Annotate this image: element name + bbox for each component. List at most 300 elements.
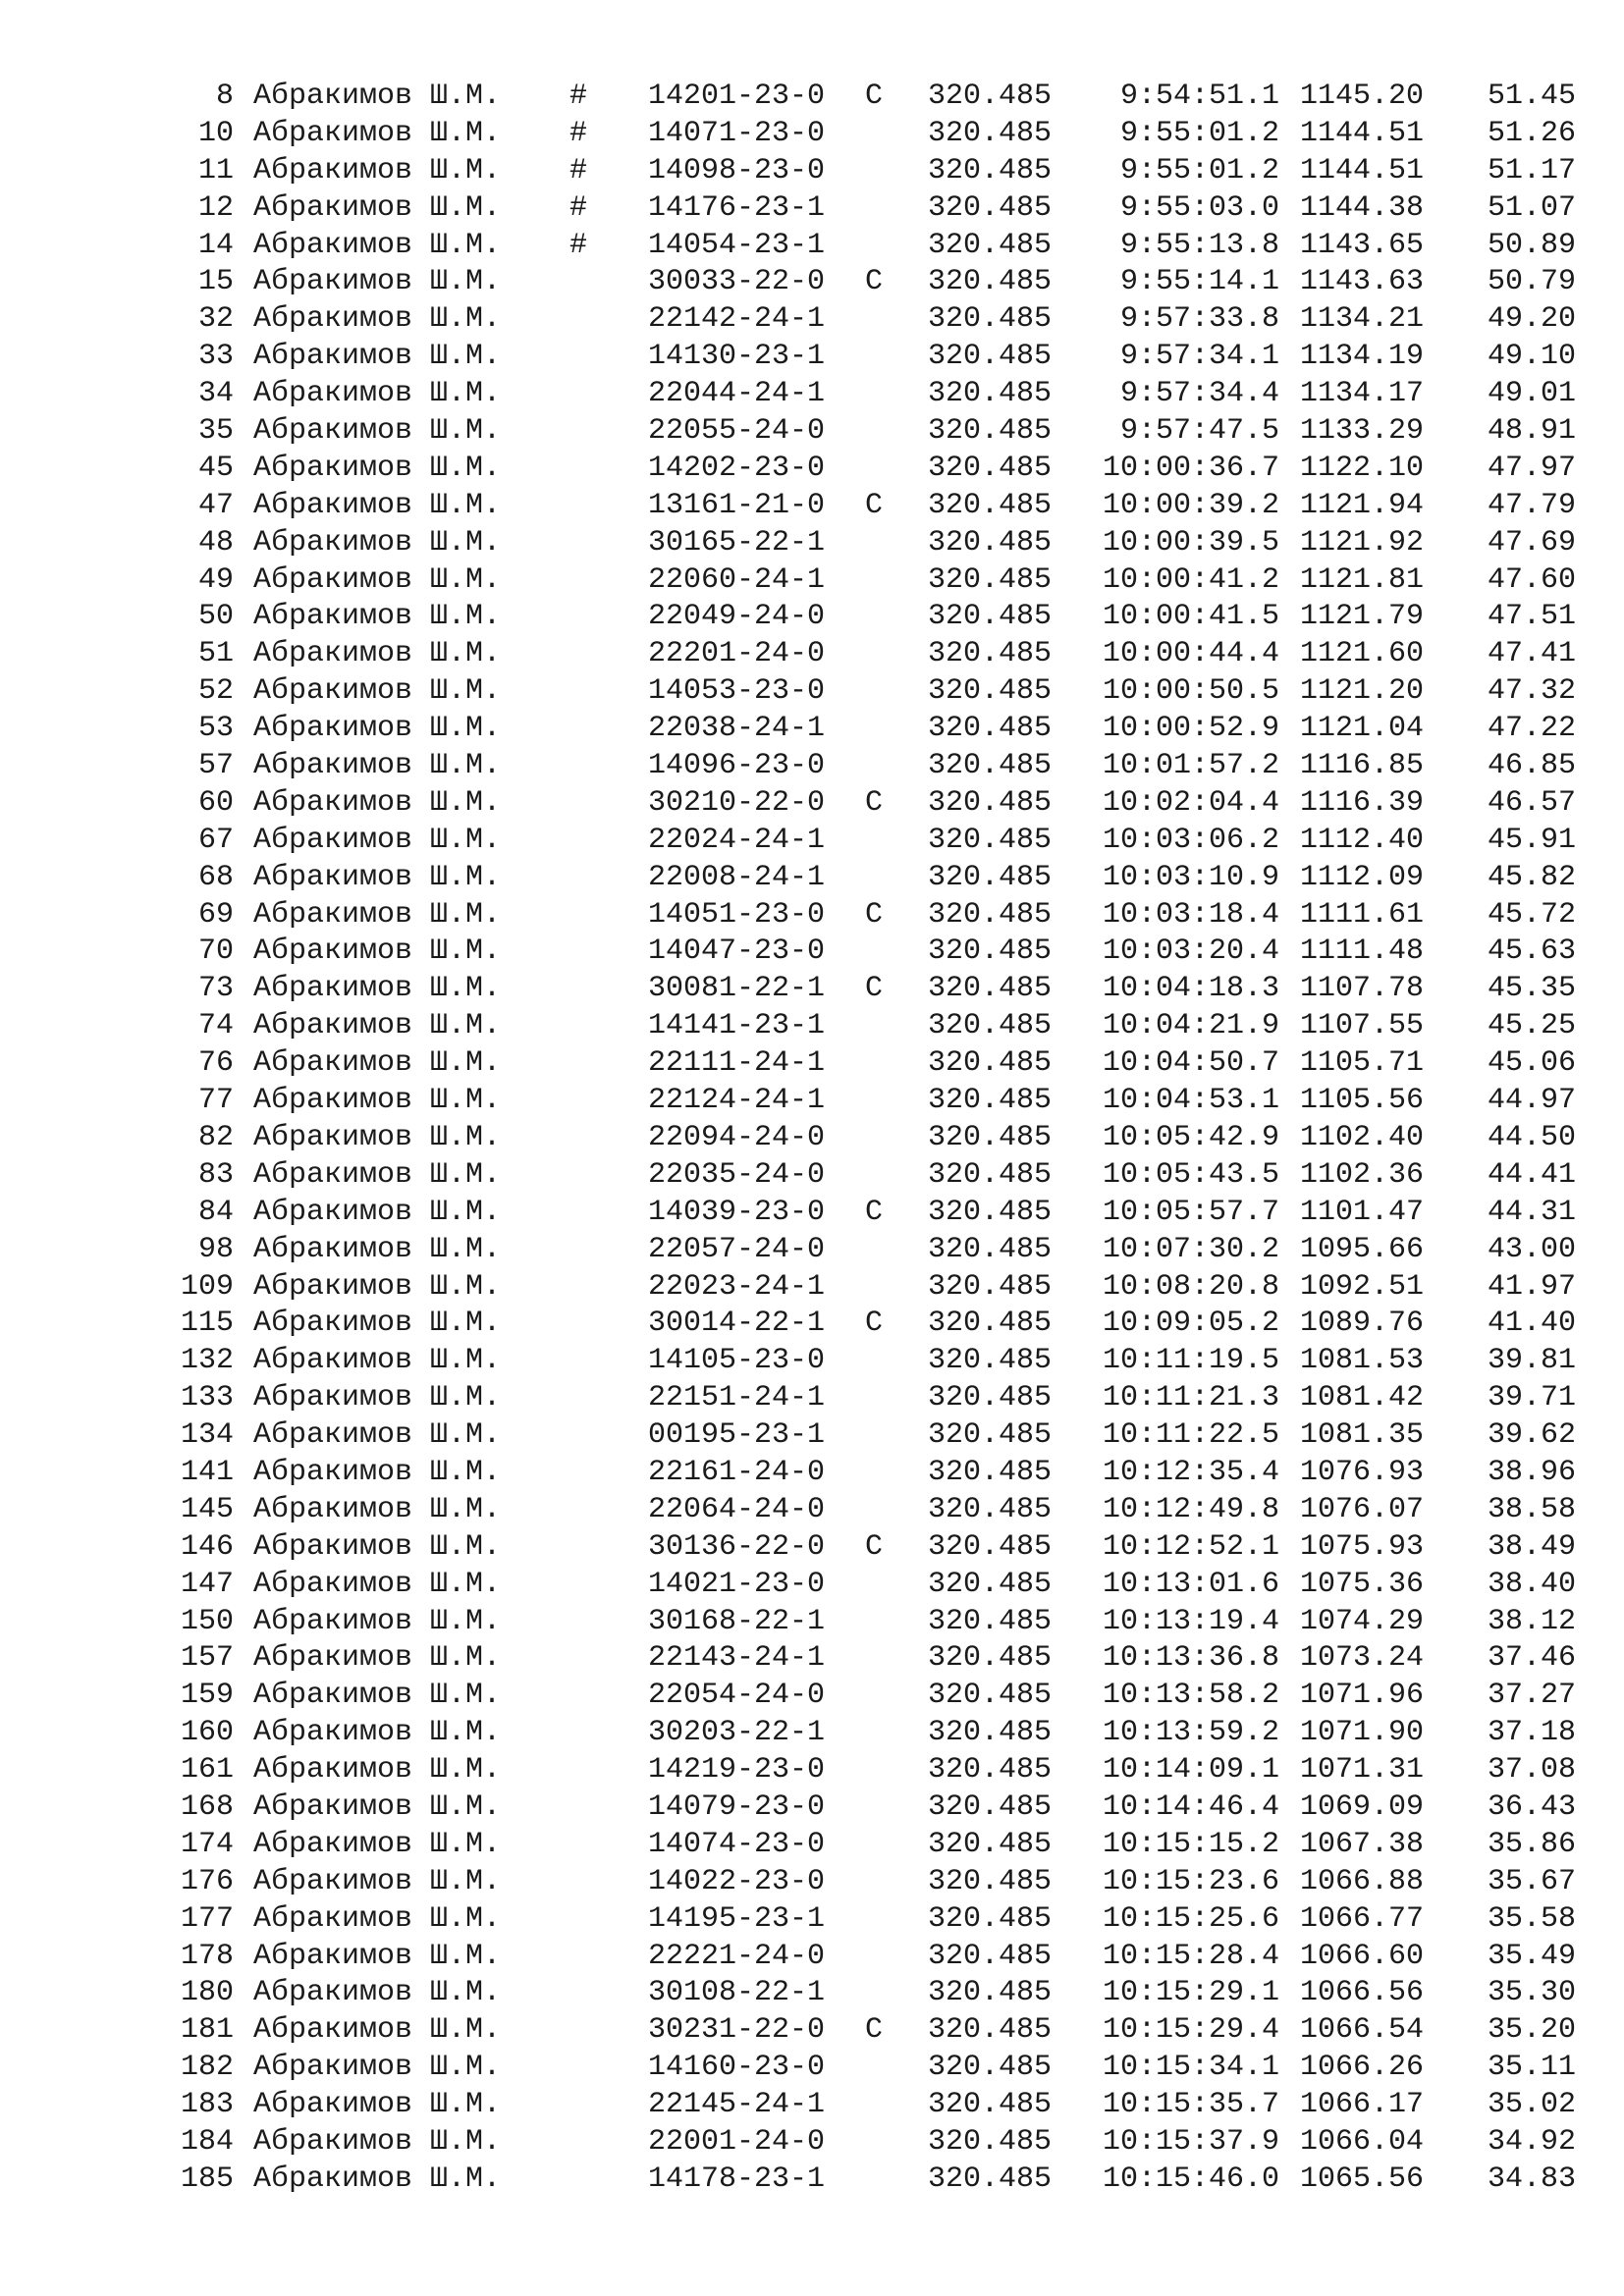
distance: 320.485 (928, 1269, 1053, 1304)
place-number: 68 (197, 860, 234, 894)
place-number: 168 (180, 1789, 234, 1824)
points: 47.51 (1487, 600, 1576, 634)
place-number: 57 (197, 749, 234, 783)
arrival-time: 10:05:57.7 (1102, 1195, 1279, 1229)
points: 37.27 (1487, 1679, 1576, 1713)
arrival-time: 10:00:50.5 (1102, 674, 1279, 709)
speed: 1102.36 (1300, 1157, 1425, 1192)
place-number: 109 (180, 1269, 234, 1304)
speed: 1107.78 (1300, 972, 1425, 1006)
points: 35.49 (1487, 1939, 1576, 1973)
participant-name: Абракимов Ш.М. (253, 1529, 502, 1564)
table-row (0, 1306, 1624, 1343)
place-number: 146 (180, 1529, 234, 1564)
points: 45.63 (1487, 934, 1576, 969)
speed: 1071.96 (1300, 1679, 1425, 1713)
speed: 1066.60 (1300, 1939, 1425, 1973)
points: 46.85 (1487, 749, 1576, 783)
ring-id: 14201-23-0 (648, 80, 826, 113)
points: 49.10 (1487, 340, 1576, 374)
place-number: 184 (180, 2124, 234, 2159)
place-number: 161 (180, 1753, 234, 1788)
table-row (0, 1195, 1624, 1232)
arrival-time: 10:04:21.9 (1102, 1009, 1279, 1043)
place-number: 157 (180, 1641, 234, 1676)
ring-id: 14219-23-0 (648, 1753, 826, 1788)
arrival-time: 9:57:47.5 (1119, 414, 1279, 449)
table-row (0, 971, 1624, 1008)
arrival-time: 10:14:46.4 (1102, 1789, 1279, 1824)
speed: 1101.47 (1300, 1195, 1425, 1229)
speed: 1076.07 (1300, 1492, 1425, 1526)
arrival-time: 10:15:15.2 (1102, 1827, 1279, 1861)
c-flag: C (865, 265, 884, 299)
arrival-time: 10:00:44.4 (1102, 637, 1279, 671)
points: 39.81 (1487, 1344, 1576, 1378)
place-number: 160 (180, 1716, 234, 1750)
points: 47.97 (1487, 451, 1576, 485)
arrival-time: 10:13:01.6 (1102, 1567, 1279, 1601)
participant-name: Абракимов Ш.М. (253, 525, 502, 560)
speed: 1121.92 (1300, 525, 1425, 560)
speed: 1066.54 (1300, 2013, 1425, 2048)
table-row (0, 1901, 1624, 1939)
place-number: 145 (180, 1492, 234, 1526)
table-row (0, 1455, 1624, 1492)
distance: 320.485 (928, 525, 1053, 560)
speed: 1066.04 (1300, 2124, 1425, 2159)
table-row (0, 153, 1624, 190)
distance: 320.485 (928, 897, 1053, 932)
speed: 1066.17 (1300, 2088, 1425, 2122)
speed: 1145.20 (1300, 80, 1425, 113)
speed: 1071.90 (1300, 1716, 1425, 1750)
distance: 320.485 (928, 1939, 1053, 1973)
participant-name: Абракимов Ш.М. (253, 340, 502, 374)
ring-id: 22094-24-0 (648, 1120, 826, 1154)
place-number: 133 (180, 1381, 234, 1415)
participant-name: Абракимов Ш.М. (253, 1195, 502, 1229)
place-number: 177 (180, 1901, 234, 1936)
table-row (0, 79, 1624, 116)
ring-id: 14051-23-0 (648, 897, 826, 932)
speed: 1112.40 (1300, 823, 1425, 857)
table-row (0, 1157, 1624, 1195)
speed: 1143.65 (1300, 228, 1425, 262)
speed: 1066.77 (1300, 1901, 1425, 1936)
ring-id: 14098-23-0 (648, 153, 826, 187)
table-row (0, 1269, 1624, 1307)
distance: 320.485 (928, 1827, 1053, 1861)
speed: 1067.38 (1300, 1827, 1425, 1861)
distance: 320.485 (928, 1418, 1053, 1453)
arrival-time: 10:05:42.9 (1102, 1120, 1279, 1154)
ring-id: 14021-23-0 (648, 1567, 826, 1601)
points: 47.32 (1487, 674, 1576, 709)
place-number: 182 (180, 2051, 234, 2085)
arrival-time: 10:03:10.9 (1102, 860, 1279, 894)
arrival-time: 10:11:21.3 (1102, 1381, 1279, 1415)
arrival-time: 10:03:18.4 (1102, 897, 1279, 932)
distance: 320.485 (928, 934, 1053, 969)
distance: 320.485 (928, 340, 1053, 374)
points: 51.07 (1487, 190, 1576, 225)
distance: 320.485 (928, 1120, 1053, 1154)
place-number: 48 (197, 525, 234, 560)
arrival-time: 10:02:04.4 (1102, 785, 1279, 820)
place-number: 12 (197, 190, 234, 225)
participant-name: Абракимов Ш.М. (253, 488, 502, 522)
participant-name: Абракимов Ш.М. (253, 265, 502, 299)
speed: 1081.53 (1300, 1344, 1425, 1378)
distance: 320.485 (928, 1716, 1053, 1750)
arrival-time: 10:14:09.1 (1102, 1753, 1279, 1788)
place-number: 132 (180, 1344, 234, 1378)
place-number: 14 (197, 228, 234, 262)
ring-id: 14195-23-1 (648, 1901, 826, 1936)
points: 39.71 (1487, 1381, 1576, 1415)
speed: 1121.79 (1300, 600, 1425, 634)
points: 41.97 (1487, 1269, 1576, 1304)
place-number: 67 (197, 823, 234, 857)
place-number: 69 (197, 897, 234, 932)
distance: 320.485 (928, 1232, 1053, 1266)
ring-id: 22142-24-1 (648, 302, 826, 337)
participant-name: Абракимов Ш.М. (253, 2088, 502, 2122)
participant-name: Абракимов Ш.М. (253, 1046, 502, 1081)
arrival-time: 9:55:01.2 (1119, 116, 1279, 150)
arrival-time: 10:00:39.2 (1102, 488, 1279, 522)
distance: 320.485 (928, 1455, 1053, 1489)
place-number: 70 (197, 934, 234, 969)
place-number: 32 (197, 302, 234, 337)
table-row (0, 116, 1624, 153)
participant-name: Абракимов Ш.М. (253, 228, 502, 262)
place-number: 115 (180, 1307, 234, 1341)
distance: 320.485 (928, 1567, 1053, 1601)
distance: 320.485 (928, 1901, 1053, 1936)
c-flag: C (865, 1529, 884, 1564)
arrival-time: 10:12:35.4 (1102, 1455, 1279, 1489)
distance: 320.485 (928, 1864, 1053, 1898)
ring-id: 22124-24-1 (648, 1084, 826, 1118)
speed: 1143.63 (1300, 265, 1425, 299)
table-row (0, 2124, 1624, 2162)
participant-name: Абракимов Ш.М. (253, 1232, 502, 1266)
distance: 320.485 (928, 2088, 1053, 2122)
participant-name: Абракимов Ш.М. (253, 1084, 502, 1118)
place-number: 50 (197, 600, 234, 634)
ring-id: 22151-24-1 (648, 1381, 826, 1415)
distance: 320.485 (928, 860, 1053, 894)
place-number: 183 (180, 2088, 234, 2122)
place-number: 150 (180, 1604, 234, 1638)
distance: 320.485 (928, 2013, 1053, 2048)
speed: 1121.20 (1300, 674, 1425, 709)
participant-name: Абракимов Ш.М. (253, 1641, 502, 1676)
table-row (0, 562, 1624, 600)
points: 46.57 (1487, 785, 1576, 820)
ring-id: 22038-24-1 (648, 712, 826, 746)
ring-id: 14105-23-0 (648, 1344, 826, 1378)
table-row (0, 301, 1624, 339)
place-number: 11 (197, 153, 234, 187)
points: 47.69 (1487, 525, 1576, 560)
ring-id: 22161-24-0 (648, 1455, 826, 1489)
points: 39.62 (1487, 1418, 1576, 1453)
points: 37.18 (1487, 1716, 1576, 1750)
points: 37.46 (1487, 1641, 1576, 1676)
distance: 320.485 (928, 1679, 1053, 1713)
arrival-time: 10:00:36.7 (1102, 451, 1279, 485)
place-number: 134 (180, 1418, 234, 1453)
arrival-time: 9:55:13.8 (1119, 228, 1279, 262)
speed: 1134.19 (1300, 340, 1425, 374)
ring-id: 22143-24-1 (648, 1641, 826, 1676)
points: 47.41 (1487, 637, 1576, 671)
place-number: 33 (197, 340, 234, 374)
speed: 1092.51 (1300, 1269, 1425, 1304)
table-row (0, 376, 1624, 413)
arrival-time: 10:15:25.6 (1102, 1901, 1279, 1936)
ring-id: 13161-21-0 (648, 488, 826, 522)
arrival-time: 10:15:23.6 (1102, 1864, 1279, 1898)
ring-id: 22049-24-0 (648, 600, 826, 634)
speed: 1116.39 (1300, 785, 1425, 820)
table-row (0, 1827, 1624, 1864)
participant-name: Абракимов Ш.М. (253, 1307, 502, 1341)
hash-mark: # (569, 80, 588, 113)
arrival-time: 10:03:06.2 (1102, 823, 1279, 857)
place-number: 52 (197, 674, 234, 709)
speed: 1111.61 (1300, 897, 1425, 932)
table-row (0, 1045, 1624, 1083)
distance: 320.485 (928, 451, 1053, 485)
table-row (0, 2087, 1624, 2124)
points: 49.01 (1487, 377, 1576, 411)
table-row (0, 451, 1624, 488)
points: 35.67 (1487, 1864, 1576, 1898)
c-flag: C (865, 80, 884, 113)
distance: 320.485 (928, 414, 1053, 449)
speed: 1105.56 (1300, 1084, 1425, 1118)
distance: 320.485 (928, 2162, 1053, 2196)
place-number: 35 (197, 414, 234, 449)
points: 38.40 (1487, 1567, 1576, 1601)
distance: 320.485 (928, 228, 1053, 262)
table-row (0, 1640, 1624, 1678)
place-number: 180 (180, 1976, 234, 2010)
arrival-time: 10:13:19.4 (1102, 1604, 1279, 1638)
speed: 1066.26 (1300, 2051, 1425, 2085)
arrival-time: 10:15:29.4 (1102, 2013, 1279, 2048)
results-table (0, 79, 1624, 2199)
ring-id: 30136-22-0 (648, 1529, 826, 1564)
points: 35.20 (1487, 2013, 1576, 2048)
participant-name: Абракимов Ш.М. (253, 972, 502, 1006)
arrival-time: 9:57:34.4 (1119, 377, 1279, 411)
ring-id: 22057-24-0 (648, 1232, 826, 1266)
speed: 1089.76 (1300, 1307, 1425, 1341)
table-row (0, 1492, 1624, 1529)
points: 47.22 (1487, 712, 1576, 746)
distance: 320.485 (928, 1492, 1053, 1526)
participant-name: Абракимов Ш.М. (253, 637, 502, 671)
participant-name: Абракимов Ш.М. (253, 414, 502, 449)
arrival-time: 10:00:39.5 (1102, 525, 1279, 560)
points: 45.06 (1487, 1046, 1576, 1081)
ring-id: 30203-22-1 (648, 1716, 826, 1750)
participant-name: Абракимов Ш.М. (253, 1901, 502, 1936)
points: 51.26 (1487, 116, 1576, 150)
participant-name: Абракимов Ш.М. (253, 80, 502, 113)
distance: 320.485 (928, 562, 1053, 597)
table-row (0, 1864, 1624, 1901)
speed: 1134.17 (1300, 377, 1425, 411)
ring-id: 22064-24-0 (648, 1492, 826, 1526)
arrival-time: 10:15:28.4 (1102, 1939, 1279, 1973)
place-number: 176 (180, 1864, 234, 1898)
place-number: 73 (197, 972, 234, 1006)
ring-id: 30168-22-1 (648, 1604, 826, 1638)
participant-name: Абракимов Ш.М. (253, 190, 502, 225)
place-number: 77 (197, 1084, 234, 1118)
points: 38.96 (1487, 1455, 1576, 1489)
speed: 1112.09 (1300, 860, 1425, 894)
distance: 320.485 (928, 1529, 1053, 1564)
place-number: 15 (197, 265, 234, 299)
ring-id: 22023-24-1 (648, 1269, 826, 1304)
points: 44.97 (1487, 1084, 1576, 1118)
place-number: 159 (180, 1679, 234, 1713)
participant-name: Абракимов Ш.М. (253, 1120, 502, 1154)
participant-name: Абракимов Ш.М. (253, 1269, 502, 1304)
distance: 320.485 (928, 488, 1053, 522)
participant-name: Абракимов Ш.М. (253, 1939, 502, 1973)
ring-id: 22221-24-0 (648, 1939, 826, 1973)
arrival-time: 10:11:19.5 (1102, 1344, 1279, 1378)
place-number: 185 (180, 2162, 234, 2196)
participant-name: Абракимов Ш.М. (253, 1418, 502, 1453)
speed: 1122.10 (1300, 451, 1425, 485)
distance: 320.485 (928, 80, 1053, 113)
table-row (0, 2162, 1624, 2199)
table-row (0, 264, 1624, 301)
participant-name: Абракимов Ш.М. (253, 1492, 502, 1526)
ring-id: 14022-23-0 (648, 1864, 826, 1898)
points: 44.41 (1487, 1157, 1576, 1192)
participant-name: Абракимов Ш.М. (253, 860, 502, 894)
distance: 320.485 (928, 1604, 1053, 1638)
arrival-time: 10:15:37.9 (1102, 2124, 1279, 2159)
arrival-time: 10:04:53.1 (1102, 1084, 1279, 1118)
speed: 1144.38 (1300, 190, 1425, 225)
c-flag: C (865, 2013, 884, 2048)
points: 48.91 (1487, 414, 1576, 449)
table-row (0, 599, 1624, 636)
distance: 320.485 (928, 116, 1053, 150)
table-row (0, 1789, 1624, 1827)
ring-id: 14054-23-1 (648, 228, 826, 262)
place-number: 181 (180, 2013, 234, 2048)
participant-name: Абракимов Ш.М. (253, 377, 502, 411)
arrival-time: 10:03:20.4 (1102, 934, 1279, 969)
distance: 320.485 (928, 600, 1053, 634)
participant-name: Абракимов Ш.М. (253, 153, 502, 187)
ring-id: 22035-24-0 (648, 1157, 826, 1192)
ring-id: 30165-22-1 (648, 525, 826, 560)
participant-name: Абракимов Ш.М. (253, 1009, 502, 1043)
place-number: 141 (180, 1455, 234, 1489)
participant-name: Абракимов Ш.М. (253, 1716, 502, 1750)
participant-name: Абракимов Ш.М. (253, 823, 502, 857)
ring-id: 14130-23-1 (648, 340, 826, 374)
points: 51.17 (1487, 153, 1576, 187)
table-row (0, 673, 1624, 711)
ring-id: 30033-22-0 (648, 265, 826, 299)
ring-id: 14079-23-0 (648, 1789, 826, 1824)
distance: 320.485 (928, 1344, 1053, 1378)
speed: 1065.56 (1300, 2162, 1425, 2196)
participant-name: Абракимов Ш.М. (253, 1344, 502, 1378)
arrival-time: 9:57:33.8 (1119, 302, 1279, 337)
arrival-time: 9:57:34.1 (1119, 340, 1279, 374)
distance: 320.485 (928, 972, 1053, 1006)
speed: 1102.40 (1300, 1120, 1425, 1154)
ring-id: 14141-23-1 (648, 1009, 826, 1043)
participant-name: Абракимов Ш.М. (253, 1864, 502, 1898)
participant-name: Абракимов Ш.М. (253, 2013, 502, 2048)
participant-name: Абракимов Ш.М. (253, 1604, 502, 1638)
ring-id: 22044-24-1 (648, 377, 826, 411)
table-row (0, 1120, 1624, 1157)
table-row (0, 228, 1624, 265)
distance: 320.485 (928, 1084, 1053, 1118)
speed: 1066.88 (1300, 1864, 1425, 1898)
points: 47.79 (1487, 488, 1576, 522)
table-row (0, 2012, 1624, 2050)
place-number: 98 (197, 1232, 234, 1266)
speed: 1075.36 (1300, 1567, 1425, 1601)
participant-name: Абракимов Ш.М. (253, 1976, 502, 2010)
participant-name: Абракимов Ш.М. (253, 749, 502, 783)
c-flag: C (865, 1195, 884, 1229)
place-number: 34 (197, 377, 234, 411)
c-flag: C (865, 785, 884, 820)
table-row (0, 748, 1624, 785)
arrival-time: 10:12:52.1 (1102, 1529, 1279, 1564)
table-row (0, 1604, 1624, 1641)
points: 35.02 (1487, 2088, 1576, 2122)
points: 34.92 (1487, 2124, 1576, 2159)
points: 43.00 (1487, 1232, 1576, 1266)
participant-name: Абракимов Ш.М. (253, 116, 502, 150)
speed: 1121.04 (1300, 712, 1425, 746)
distance: 320.485 (928, 712, 1053, 746)
points: 35.58 (1487, 1901, 1576, 1936)
ring-id: 22145-24-1 (648, 2088, 826, 2122)
distance: 320.485 (928, 1641, 1053, 1676)
participant-name: Абракимов Ш.М. (253, 1827, 502, 1861)
speed: 1107.55 (1300, 1009, 1425, 1043)
hash-mark: # (569, 116, 588, 150)
ring-id: 22060-24-1 (648, 562, 826, 597)
table-row (0, 1083, 1624, 1120)
participant-name: Абракимов Ш.М. (253, 302, 502, 337)
speed: 1071.31 (1300, 1753, 1425, 1788)
hash-mark: # (569, 153, 588, 187)
distance: 320.485 (928, 1381, 1053, 1415)
